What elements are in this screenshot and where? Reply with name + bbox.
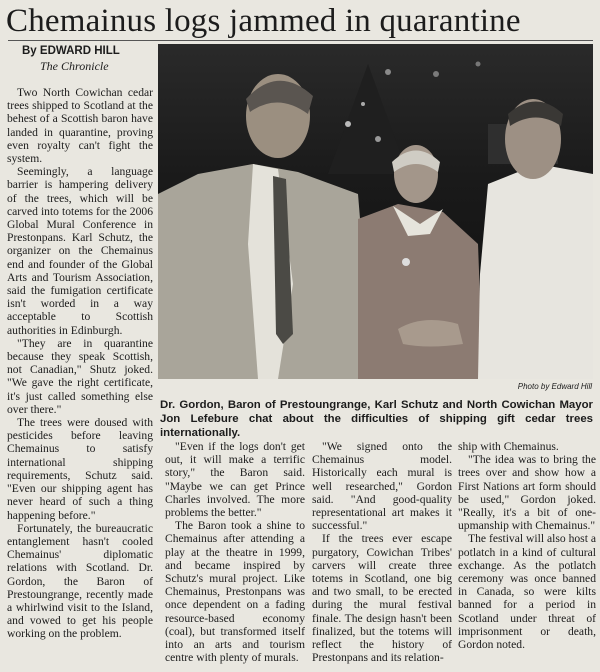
headline: Chemainus logs jammed in quarantine: [6, 3, 521, 39]
photo-illustration: [158, 44, 593, 379]
news-photo: [158, 44, 593, 379]
paragraph: Seemingly, a language barrier is hampering delivery of the trees, which will be carved into totems for the 2006 Global Mural Conference in Prestonpans. Karl Schutz, the organizer on the Chemainus end and founder of the Global Arts and Tourism Association, said the fumigation certificate isn't worded in a way acceptable to Scottish authorities in Edinburgh.: [7, 165, 153, 337]
paragraph: "We signed onto the Chemainus model. Historically each mural is well researched," Gordon said. "And good-quality representational art makes it successful.": [312, 440, 452, 533]
headline-rule: [8, 40, 593, 41]
article-column-2: [165, 440, 305, 668]
outlet-name: The Chronicle: [40, 59, 109, 73]
paragraph: Fortunately, the bureaucratic entanglement hasn't cooled Chemainus' diplomatic relations with Scotland. Dr. Gordon, the Baron of Prestoungrange, recently made a whirlwind visit to the Island, and vowed to get his people working on the problem.: [7, 521, 153, 641]
photo-caption: Dr. Gordon, Baron of Prestoungrange, Karl Schutz and North Cowichan Mayor Jon Lefebure chat about the difficulties of shipping gift cedar trees internationally.: [160, 399, 593, 439]
paragraph: "The idea was to bring the trees over and show how a First Nations art form should be used," Gordon joked. "Really, it's a bit of one-upmanship with Chemainus.": [458, 453, 596, 533]
paragraph: "Even if the logs don't get out, it will make a terrific story," the Baron said. "Maybe we can get Prince Charles involved. The more problems the better.": [165, 440, 305, 520]
article-column-3: [312, 440, 452, 668]
paragraph: The Baron took a shine to Chemainus after attending a play at the theatre in 1999, and became inspired by Schutz's mural project. Like Chemainus, Prestonpans was once dependent on a fading resource-based economy (coal), but transformed itself into an arts and tourism centre with plenty of murals.: [165, 519, 305, 665]
paragraph: If the trees ever escape purgatory, Cowichan Tribes' carvers will create three totems in Scotland, one big and two small, to be erected during the mural festival finale. The design hasn't been finalized, but the totems will reflect the history of Prestonpans and its relation-: [312, 532, 452, 665]
article-column-4: [458, 440, 596, 668]
paragraph-continuation: ship with Chemainus.: [458, 440, 559, 453]
paragraph: "They are in quarantine because they speak Scottish, not Canadian," Shutz joked. "We gave the right certificate, it's just called something else over there.": [7, 336, 153, 416]
article-column-1: [7, 86, 153, 668]
photo-credit: Photo by Edward Hill: [517, 382, 592, 391]
paragraph: The trees were doused with pesticides before leaving Chemainus to satisfy international shipping requirements, Schutz said. "Even our shipping agent has never heard of such a thing happening before.": [7, 416, 153, 522]
paragraph: Two North Cowichan cedar trees shipped to Scotland at the behest of a Scottish baron have landed in quarantine, proving even royalty can't fight the system.: [7, 86, 153, 166]
byline: By EDWARD HILL: [22, 45, 120, 57]
paragraph: The festival will also host a potlatch in a kind of cultural exchange. As the potlatch ceremony was once banned in Canada, so were kilts banned for a period in Scotland under threat of imprisonment or death, Gordon noted.: [458, 532, 596, 652]
